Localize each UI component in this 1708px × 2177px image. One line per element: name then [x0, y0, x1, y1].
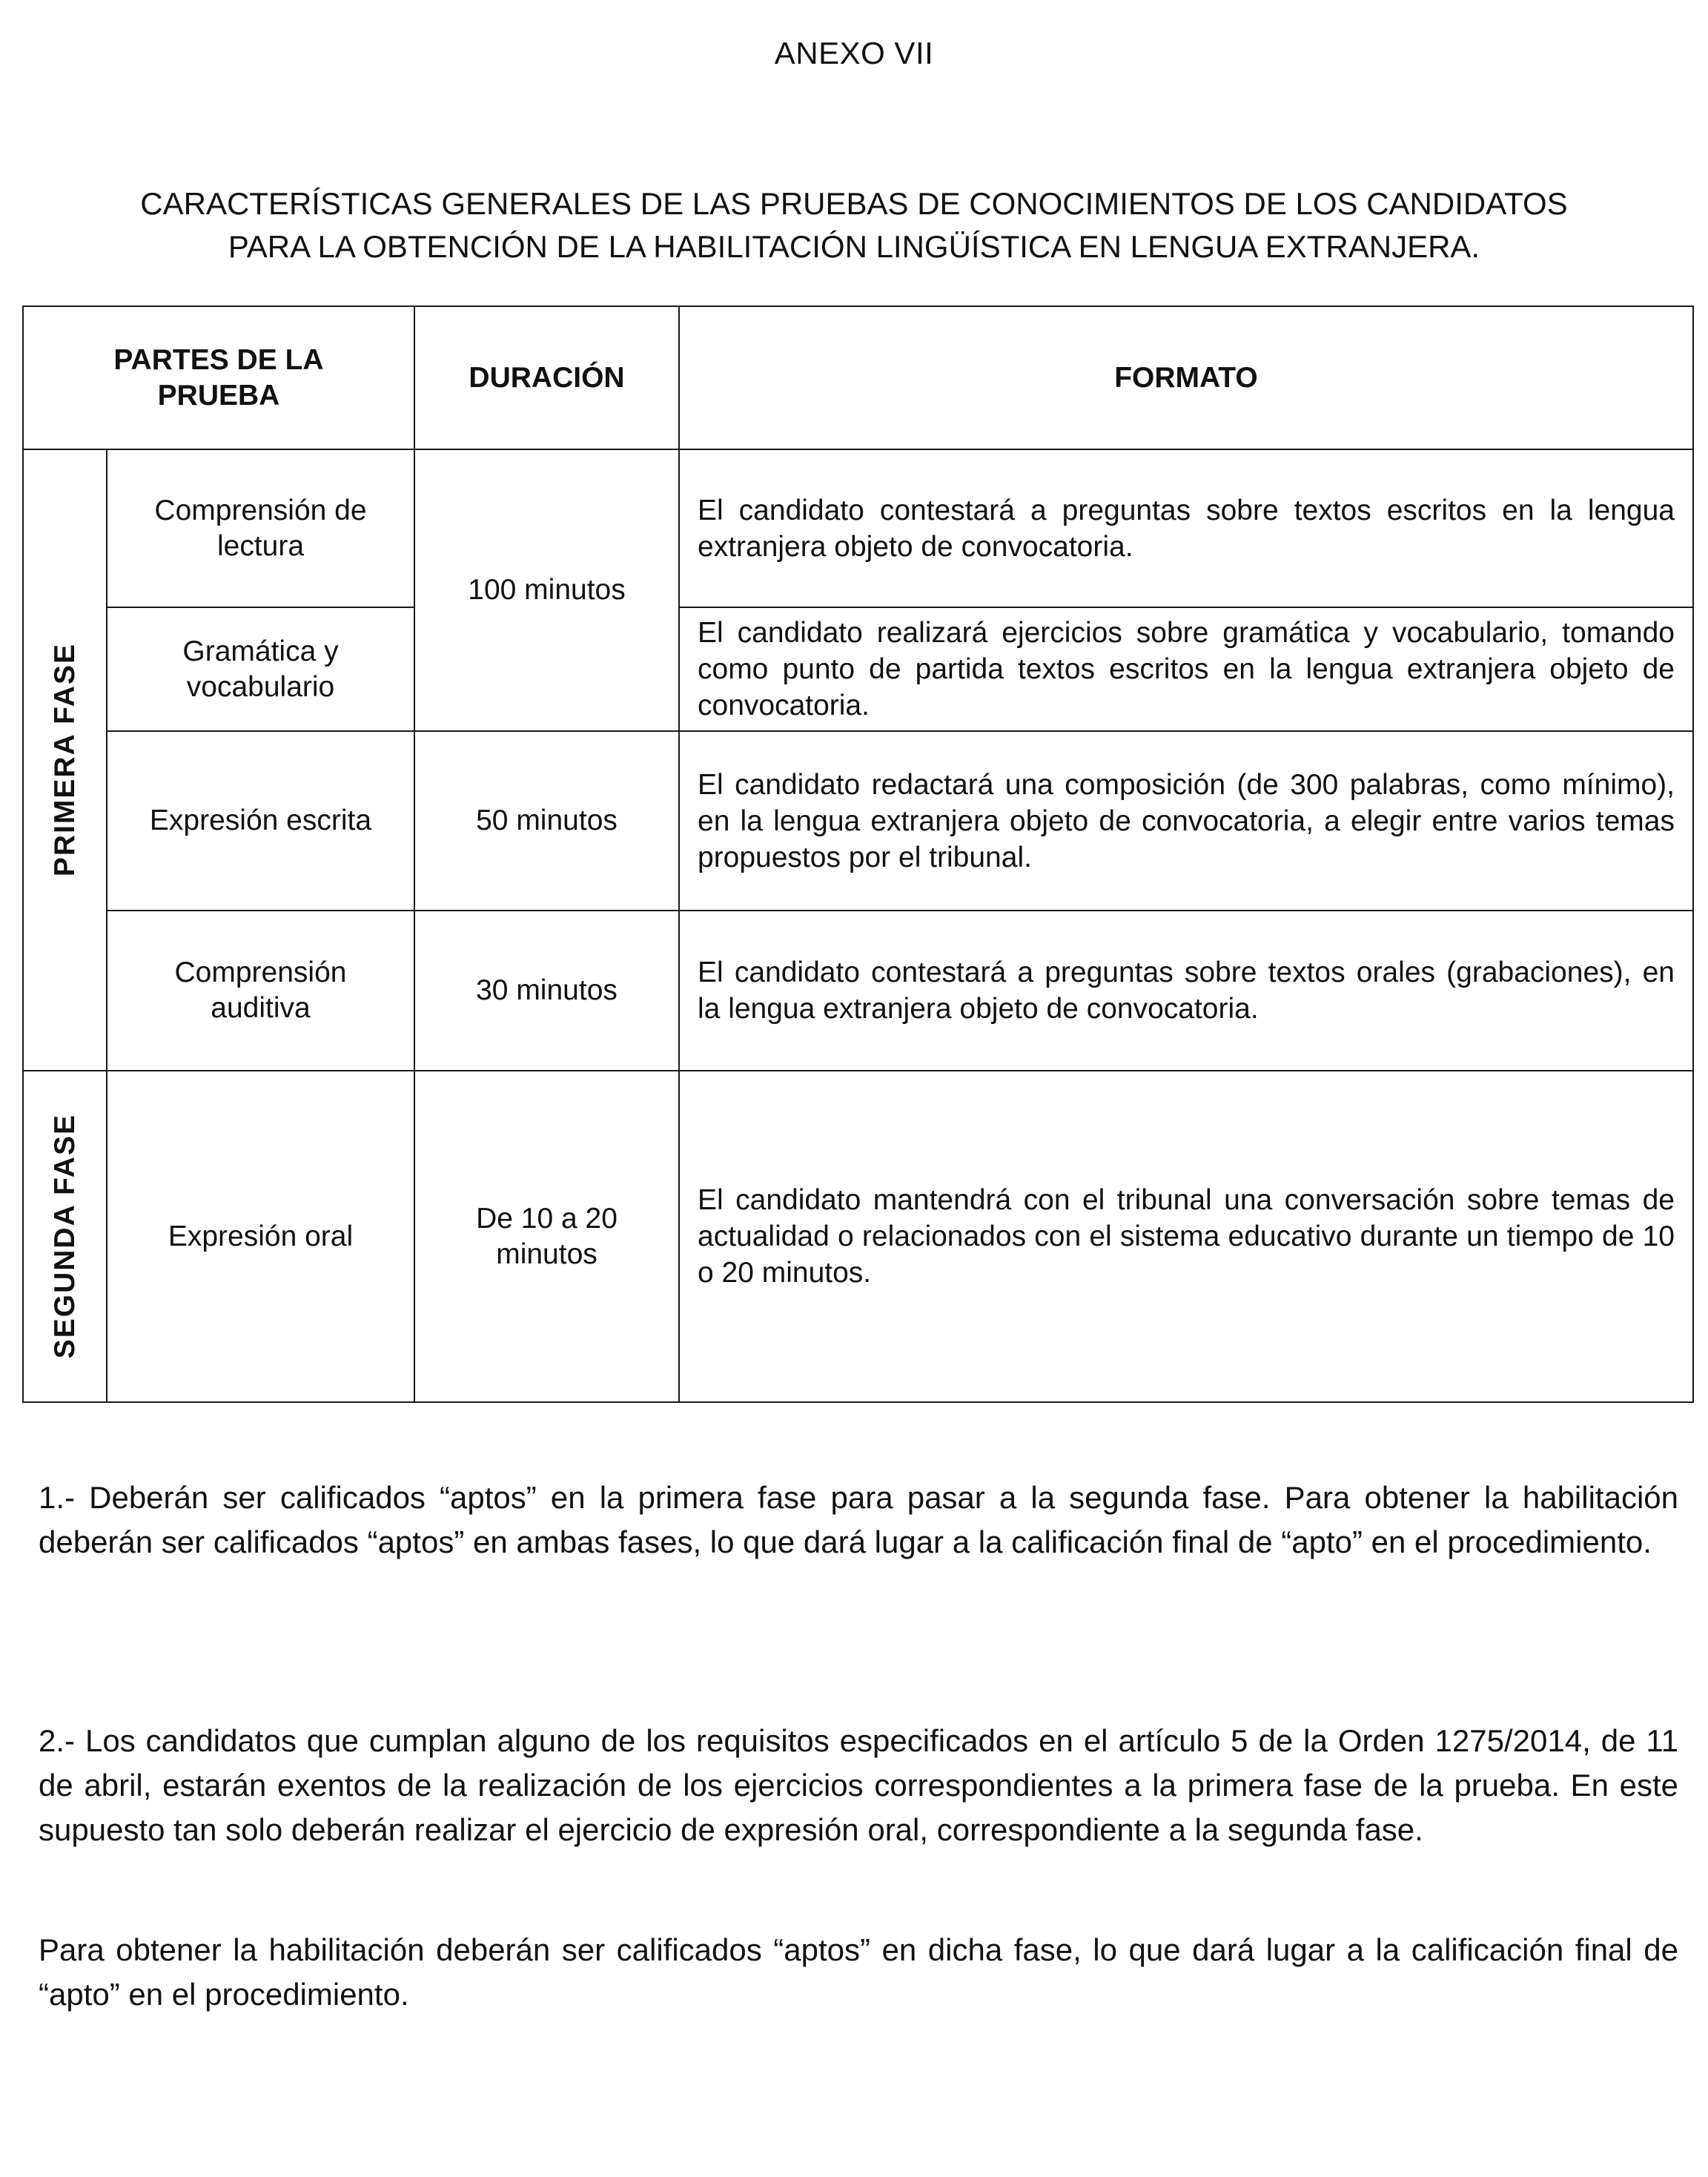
- annex-heading: ANEXO VII: [774, 36, 934, 70]
- part-cell: Comprensión auditiva: [107, 911, 414, 1071]
- part-cell: Expresión oral: [107, 1071, 414, 1402]
- format-cell: El candidato contestará a preguntas sobre textos escritos en la lengua extranjera objeto de convocatoria.: [679, 449, 1693, 607]
- table-row: [23, 449, 1693, 607]
- shared-duration-cell: 100 minutos: [414, 449, 679, 731]
- duration-cell: 30 minutos: [414, 911, 679, 1071]
- document-title: [44, 182, 1664, 268]
- phase-two-label: SEGUNDA FASE: [48, 1114, 81, 1359]
- title-line-2: PARA LA OBTENCIÓN DE LA HABILITACIÓN LINGÜÍSTICA EN LENGUA EXTRANJERA.: [228, 229, 1480, 264]
- table-row: [23, 911, 1693, 1071]
- title-line-1: CARACTERÍSTICAS GENERALES DE LAS PRUEBAS DE CONOCIMIENTOS DE LOS CANDIDATOS: [140, 186, 1568, 221]
- phase-one-label-cell: [23, 449, 107, 1071]
- duration-cell: 50 minutos: [414, 731, 679, 911]
- note-1: 1.- Deberán ser calificados “aptos” en la primera fase para pasar a la segunda fase. Para obtener la habilitación deberán ser calificados “aptos” en ambas fases, lo que dará lugar a la calificación final de “apto” en el procedimiento.: [39, 1480, 1678, 1559]
- format-cell: El candidato realizará ejercicios sobre gramática y vocabulario, tomando como punto de partida textos escritos en la lengua extranjera objeto de convocatoria.: [679, 607, 1693, 731]
- header-duration: DURACIÓN: [414, 306, 679, 449]
- part-cell: Comprensión de lectura: [107, 449, 414, 607]
- format-cell: El candidato redactará una composición (de 300 palabras, como mínimo), en la lengua extranjera objeto de convocatoria, a elegir entre varios temas propuestos por el tribunal.: [679, 731, 1693, 911]
- part-cell: Expresión escrita: [107, 731, 414, 911]
- table-row: [23, 607, 1693, 731]
- note-3: Para obtener la habilitación deberán ser calificados “aptos” en dicha fase, lo que dará lugar a la calificación final de “apto” en el procedimiento.: [39, 1932, 1678, 2012]
- table-header-row: [23, 306, 1693, 449]
- exam-structure-table: [22, 305, 1694, 1403]
- format-cell: El candidato mantendrá con el tribunal una conversación sobre temas de actualidad o relacionados con el sistema educativo durante un tiempo de 10 o 20 minutos.: [679, 1071, 1693, 1402]
- header-format: FORMATO: [679, 306, 1693, 449]
- note-2: 2.- Los candidatos que cumplan alguno de los requisitos especificados en el artículo 5 de la Orden 1275/2014, de 11 de abril, estarán exentos de la realización de los ejercicios correspondientes a la primera fase de la prueba. En este supuesto tan solo deberán realizar el ejercicio de expresión oral, correspondiente a la segunda fase.: [39, 1723, 1678, 1847]
- phase-one-label: PRIMERA FASE: [48, 643, 81, 877]
- table-row: [23, 731, 1693, 911]
- format-cell: El candidato contestará a preguntas sobre textos orales (grabaciones), en la lengua extranjera objeto de convocatoria.: [679, 911, 1693, 1071]
- phase-two-label-cell: [23, 1071, 107, 1402]
- duration-cell: De 10 a 20 minutos: [414, 1071, 679, 1402]
- header-parts: PARTES DE LA PRUEBA: [23, 306, 414, 449]
- part-cell: Gramática y vocabulario: [107, 607, 414, 731]
- table-row: [23, 1071, 1693, 1402]
